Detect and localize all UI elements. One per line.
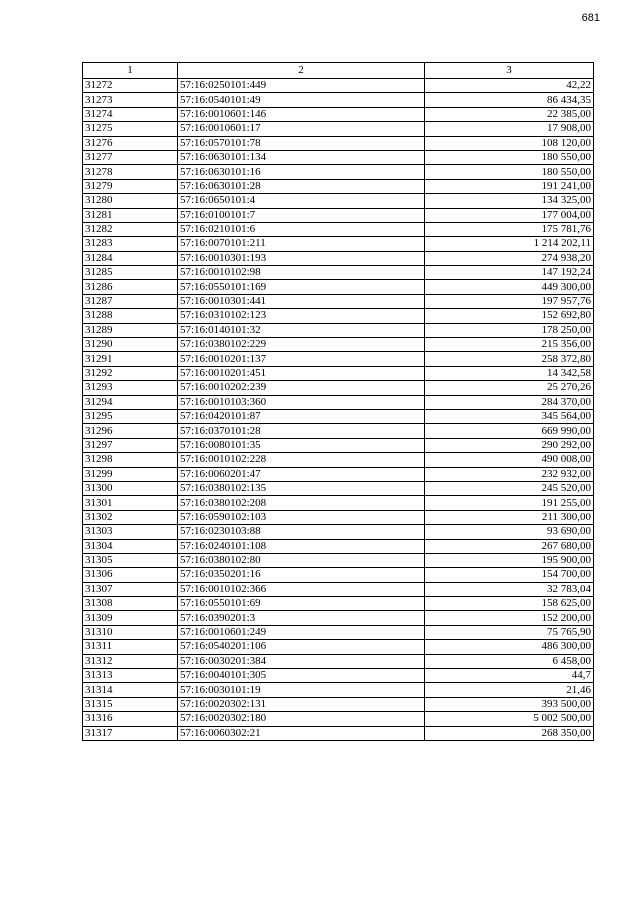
value-cell: 345 564,00 (425, 409, 594, 423)
cadastral-number-cell: 57:16:0010102:366 (178, 582, 425, 596)
value-cell: 490 008,00 (425, 453, 594, 467)
table-row (83, 611, 594, 625)
cadastral-number-cell: 57:16:0010201:137 (178, 352, 425, 366)
cadastral-number-cell: 57:16:0370101:28 (178, 424, 425, 438)
header-row (83, 63, 594, 79)
cadastral-number-cell: 57:16:0020302:131 (178, 697, 425, 711)
cadastral-number-cell: 57:16:0010301:441 (178, 294, 425, 308)
table-row (83, 194, 594, 208)
row-number-cell: 31288 (83, 309, 178, 323)
table-row (83, 381, 594, 395)
cadastral-number-cell: 57:16:0380102:208 (178, 496, 425, 510)
cadastral-value-table (82, 62, 594, 741)
row-number-cell: 31302 (83, 510, 178, 524)
table-row (83, 179, 594, 193)
table-row (83, 625, 594, 639)
row-number-cell: 31304 (83, 539, 178, 553)
row-number-cell: 31283 (83, 237, 178, 251)
row-number-cell: 31291 (83, 352, 178, 366)
cadastral-number-cell: 57:16:0380102:80 (178, 553, 425, 567)
row-number-cell: 31296 (83, 424, 178, 438)
row-number-cell: 31300 (83, 481, 178, 495)
cadastral-number-cell: 57:16:0650101:4 (178, 194, 425, 208)
cadastral-number-cell: 57:16:0210101:6 (178, 222, 425, 236)
table-row (83, 712, 594, 726)
table-row (83, 539, 594, 553)
value-cell: 86 434,35 (425, 93, 594, 107)
row-number-cell: 31286 (83, 280, 178, 294)
row-number-cell: 31278 (83, 165, 178, 179)
cadastral-number-cell: 57:16:0230103:88 (178, 525, 425, 539)
value-cell: 154 700,00 (425, 568, 594, 582)
value-cell: 158 625,00 (425, 597, 594, 611)
table-header (83, 63, 594, 79)
table-row (83, 640, 594, 654)
cadastral-number-cell: 57:16:0540201:106 (178, 640, 425, 654)
table-row (83, 280, 594, 294)
row-number-cell: 31301 (83, 496, 178, 510)
cadastral-number-cell: 57:16:0020302:180 (178, 712, 425, 726)
value-cell: 245 520,00 (425, 481, 594, 495)
row-number-cell: 31273 (83, 93, 178, 107)
cadastral-number-cell: 57:16:0040101:305 (178, 669, 425, 683)
table-row (83, 409, 594, 423)
cadastral-number-cell: 57:16:0380102:135 (178, 481, 425, 495)
table-row (83, 338, 594, 352)
row-number-cell: 31317 (83, 726, 178, 740)
row-number-cell: 31312 (83, 654, 178, 668)
value-cell: 197 957,76 (425, 294, 594, 308)
table-row (83, 438, 594, 452)
table-row (83, 294, 594, 308)
row-number-cell: 31272 (83, 79, 178, 93)
table-row (83, 107, 594, 121)
cadastral-number-cell: 57:16:0540101:49 (178, 93, 425, 107)
cadastral-number-cell: 57:16:0350201:16 (178, 568, 425, 582)
table-row (83, 453, 594, 467)
row-number-cell: 31282 (83, 222, 178, 236)
cadastral-number-cell: 57:16:0010601:146 (178, 107, 425, 121)
value-cell: 290 292,00 (425, 438, 594, 452)
cadastral-number-cell: 57:16:0590102:103 (178, 510, 425, 524)
value-cell: 75 765,90 (425, 625, 594, 639)
value-cell: 17 908,00 (425, 122, 594, 136)
table-row (83, 669, 594, 683)
table-row (83, 553, 594, 567)
value-cell: 180 550,00 (425, 165, 594, 179)
value-cell: 32 783,04 (425, 582, 594, 596)
row-number-cell: 31277 (83, 150, 178, 164)
cadastral-number-cell: 57:16:0010601:17 (178, 122, 425, 136)
cadastral-number-cell: 57:16:0070101:211 (178, 237, 425, 251)
value-cell: 180 550,00 (425, 150, 594, 164)
column-header-2: 2 (178, 63, 425, 79)
cadastral-number-cell: 57:16:0310102:123 (178, 309, 425, 323)
table-row (83, 79, 594, 93)
value-cell: 232 932,00 (425, 467, 594, 481)
cadastral-number-cell: 57:16:0240101:108 (178, 539, 425, 553)
table-row (83, 150, 594, 164)
row-number-cell: 31316 (83, 712, 178, 726)
value-cell: 6 458,00 (425, 654, 594, 668)
cadastral-number-cell: 57:16:0100101:7 (178, 208, 425, 222)
row-number-cell: 31275 (83, 122, 178, 136)
value-cell: 177 004,00 (425, 208, 594, 222)
cadastral-number-cell: 57:16:0630101:28 (178, 179, 425, 193)
cadastral-number-cell: 57:16:0030201:384 (178, 654, 425, 668)
cadastral-number-cell: 57:16:0550101:169 (178, 280, 425, 294)
value-cell: 267 680,00 (425, 539, 594, 553)
row-number-cell: 31276 (83, 136, 178, 150)
row-number-cell: 31305 (83, 553, 178, 567)
cadastral-number-cell: 57:16:0060201:47 (178, 467, 425, 481)
table-row (83, 208, 594, 222)
row-number-cell: 31295 (83, 409, 178, 423)
row-number-cell: 31287 (83, 294, 178, 308)
value-cell: 22 385,00 (425, 107, 594, 121)
value-cell: 449 300,00 (425, 280, 594, 294)
table-row (83, 496, 594, 510)
row-number-cell: 31309 (83, 611, 178, 625)
row-number-cell: 31293 (83, 381, 178, 395)
row-number-cell: 31285 (83, 266, 178, 280)
table-row (83, 266, 594, 280)
table-row (83, 251, 594, 265)
row-number-cell: 31310 (83, 625, 178, 639)
cadastral-number-cell: 57:16:0010301:193 (178, 251, 425, 265)
value-cell: 5 002 500,00 (425, 712, 594, 726)
cadastral-number-cell: 57:16:0380102:229 (178, 338, 425, 352)
cadastral-number-cell: 57:16:0030101:19 (178, 683, 425, 697)
value-cell: 284 370,00 (425, 395, 594, 409)
value-cell: 195 900,00 (425, 553, 594, 567)
value-cell: 1 214 202,11 (425, 237, 594, 251)
cadastral-number-cell: 57:16:0550101:69 (178, 597, 425, 611)
table-row (83, 122, 594, 136)
cadastral-number-cell: 57:16:0570101:78 (178, 136, 425, 150)
value-cell: 274 938,20 (425, 251, 594, 265)
row-number-cell: 31294 (83, 395, 178, 409)
table-row (83, 366, 594, 380)
row-number-cell: 31297 (83, 438, 178, 452)
table-row (83, 309, 594, 323)
page-number: 681 (581, 12, 600, 24)
value-cell: 21,46 (425, 683, 594, 697)
row-number-cell: 31303 (83, 525, 178, 539)
cadastral-number-cell: 57:16:0140101:32 (178, 323, 425, 337)
table-row (83, 424, 594, 438)
cadastral-number-cell: 57:16:0010102:228 (178, 453, 425, 467)
table-body (83, 79, 594, 741)
cadastral-number-cell: 57:16:0250101:449 (178, 79, 425, 93)
table-row (83, 510, 594, 524)
row-number-cell: 31292 (83, 366, 178, 380)
cadastral-number-cell: 57:16:0390201:3 (178, 611, 425, 625)
value-cell: 108 120,00 (425, 136, 594, 150)
row-number-cell: 31279 (83, 179, 178, 193)
value-cell: 178 250,00 (425, 323, 594, 337)
value-cell: 258 372,80 (425, 352, 594, 366)
value-cell: 152 200,00 (425, 611, 594, 625)
value-cell: 215 356,00 (425, 338, 594, 352)
cadastral-number-cell: 57:16:0420101:87 (178, 409, 425, 423)
value-cell: 42,22 (425, 79, 594, 93)
value-cell: 486 300,00 (425, 640, 594, 654)
table-row (83, 222, 594, 236)
cadastral-number-cell: 57:16:0630101:134 (178, 150, 425, 164)
value-cell: 44,7 (425, 669, 594, 683)
cadastral-number-cell: 57:16:0080101:35 (178, 438, 425, 452)
table-row (83, 323, 594, 337)
row-number-cell: 31281 (83, 208, 178, 222)
row-number-cell: 31311 (83, 640, 178, 654)
row-number-cell: 31313 (83, 669, 178, 683)
cadastral-number-cell: 57:16:0630101:16 (178, 165, 425, 179)
table-row (83, 683, 594, 697)
table-row (83, 568, 594, 582)
table-row (83, 237, 594, 251)
table-row (83, 165, 594, 179)
value-cell: 268 350,00 (425, 726, 594, 740)
table-row (83, 726, 594, 740)
value-cell: 25 270,26 (425, 381, 594, 395)
column-header-1: 1 (83, 63, 178, 79)
value-cell: 175 781,76 (425, 222, 594, 236)
row-number-cell: 31289 (83, 323, 178, 337)
table-row (83, 136, 594, 150)
cadastral-number-cell: 57:16:0010102:98 (178, 266, 425, 280)
row-number-cell: 31314 (83, 683, 178, 697)
table-row (83, 467, 594, 481)
row-number-cell: 31298 (83, 453, 178, 467)
value-cell: 191 241,00 (425, 179, 594, 193)
row-number-cell: 31280 (83, 194, 178, 208)
value-cell: 211 300,00 (425, 510, 594, 524)
value-cell: 669 990,00 (425, 424, 594, 438)
row-number-cell: 31306 (83, 568, 178, 582)
value-cell: 191 255,00 (425, 496, 594, 510)
cadastral-number-cell: 57:16:0060302:21 (178, 726, 425, 740)
value-cell: 147 192,24 (425, 266, 594, 280)
table-row (83, 582, 594, 596)
value-cell: 393 500,00 (425, 697, 594, 711)
row-number-cell: 31290 (83, 338, 178, 352)
table-row (83, 352, 594, 366)
table-row (83, 395, 594, 409)
value-cell: 93 690,00 (425, 525, 594, 539)
table-row (83, 597, 594, 611)
cadastral-number-cell: 57:16:0010201:451 (178, 366, 425, 380)
row-number-cell: 31274 (83, 107, 178, 121)
cadastral-number-cell: 57:16:0010103:360 (178, 395, 425, 409)
row-number-cell: 31307 (83, 582, 178, 596)
table-row (83, 525, 594, 539)
row-number-cell: 31299 (83, 467, 178, 481)
row-number-cell: 31308 (83, 597, 178, 611)
value-cell: 152 692,80 (425, 309, 594, 323)
cadastral-number-cell: 57:16:0010202:239 (178, 381, 425, 395)
column-header-3: 3 (425, 63, 594, 79)
row-number-cell: 31315 (83, 697, 178, 711)
table-row (83, 697, 594, 711)
table-row (83, 481, 594, 495)
cadastral-number-cell: 57:16:0010601:249 (178, 625, 425, 639)
value-cell: 134 325,00 (425, 194, 594, 208)
table-row (83, 93, 594, 107)
value-cell: 14 342,58 (425, 366, 594, 380)
row-number-cell: 31284 (83, 251, 178, 265)
table-row (83, 654, 594, 668)
